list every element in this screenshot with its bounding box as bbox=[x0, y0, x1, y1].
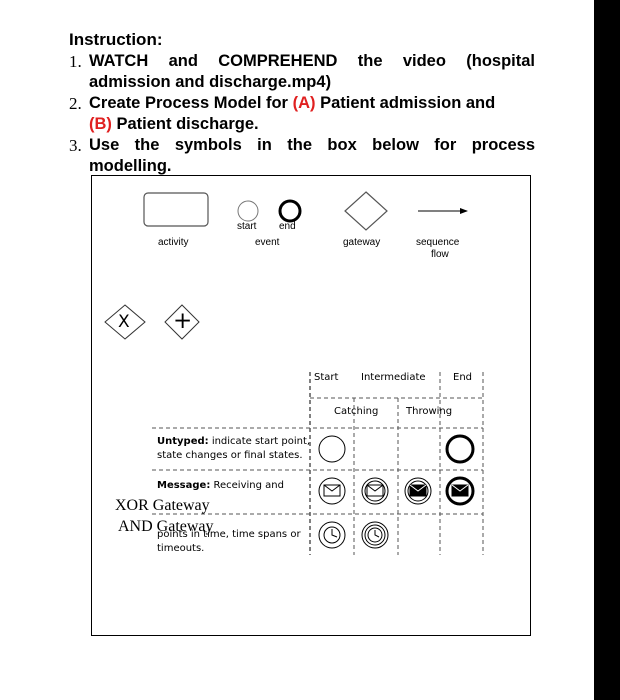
sub-catching: Catching bbox=[334, 406, 379, 417]
timer-desc-line2: timeouts. bbox=[157, 543, 205, 554]
sub-throwing: Throwing bbox=[406, 406, 453, 417]
timer-catching-event bbox=[362, 522, 388, 548]
col-intermediate: Intermediate bbox=[361, 372, 426, 383]
untyped-start-event bbox=[319, 436, 345, 462]
start-label: start bbox=[237, 221, 257, 232]
instruction-heading: Instruction: bbox=[69, 30, 163, 49]
sequence-flow-label-1: sequence bbox=[416, 237, 460, 248]
end-label: end bbox=[279, 221, 296, 232]
untyped-desc-line2: state changes or final states. bbox=[157, 450, 303, 461]
message-end-event bbox=[447, 478, 473, 504]
col-end: End bbox=[453, 372, 473, 383]
col-start: Start bbox=[314, 372, 339, 383]
untyped-end-event bbox=[447, 436, 473, 462]
xor-glyph: X bbox=[118, 312, 130, 332]
timer-desc-line1: points in time, time spans or bbox=[157, 529, 301, 540]
untyped-desc-line1: Untyped: indicate start point, bbox=[157, 436, 311, 447]
xor-gateway-label: XOR Gateway bbox=[115, 497, 210, 514]
end-event-shape bbox=[280, 201, 300, 221]
gateway-label: gateway bbox=[343, 237, 381, 248]
activity-shape bbox=[144, 193, 208, 226]
and-glyph: + bbox=[173, 308, 193, 334]
gateway-shape bbox=[345, 192, 387, 230]
instruction-item-3: 3. Use the symbols in the box below for process modelling. bbox=[69, 136, 535, 175]
message-throwing-event bbox=[405, 478, 431, 504]
mark-b: (B) bbox=[89, 115, 112, 133]
start-event-shape bbox=[238, 201, 258, 221]
mark-a: (A) bbox=[292, 94, 316, 112]
sequence-flow-label-2: flow bbox=[431, 249, 449, 260]
instruction-item-1: 1. WATCH and COMPREHEND the video (hospital admission and discharge.mp4) bbox=[69, 52, 535, 91]
message-start-event bbox=[319, 478, 345, 504]
and-gateway-label: AND Gateway bbox=[118, 518, 214, 535]
instruction-item-2: 2. Create Process Model for (A) Patient admission and (B) Patient discharge. bbox=[69, 94, 496, 133]
timer-start-event bbox=[319, 522, 345, 548]
event-label: event bbox=[255, 237, 280, 248]
message-desc: Message: Receiving and bbox=[157, 480, 284, 491]
activity-label: activity bbox=[158, 237, 189, 248]
message-catching-event bbox=[362, 478, 388, 504]
